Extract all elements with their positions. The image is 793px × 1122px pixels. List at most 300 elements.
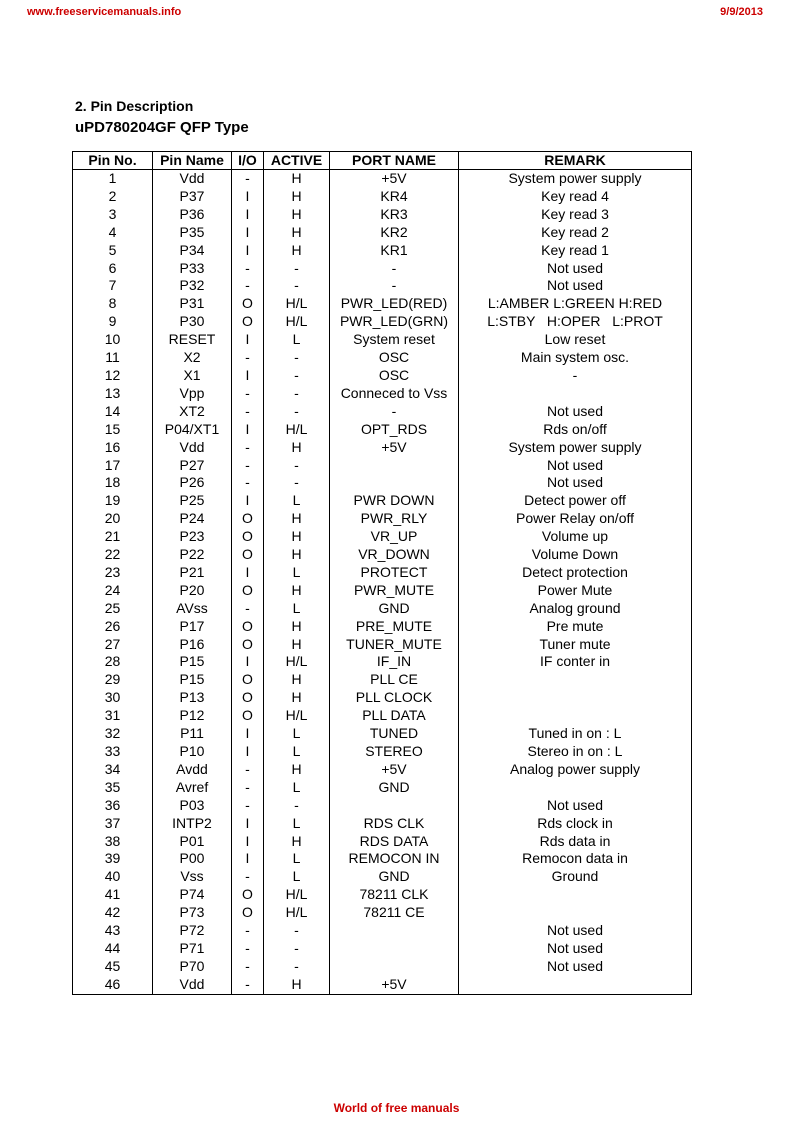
table-row [73, 546, 692, 564]
table-body [73, 170, 692, 995]
pin-name-cell: Vpp [153, 385, 232, 403]
pin-no-cell: 8 [73, 295, 153, 313]
pin-name-cell: Vdd [153, 170, 232, 188]
pin-no-cell: 19 [73, 492, 153, 510]
pin-name-cell: P71 [153, 940, 232, 958]
active-cell: H [264, 224, 330, 242]
io-cell: - [232, 958, 264, 976]
pin-no-cell: 33 [73, 743, 153, 761]
io-cell: I [232, 725, 264, 743]
port-name-cell: GND [330, 600, 459, 618]
active-cell: H/L [264, 904, 330, 922]
table-row [73, 206, 692, 224]
pin-name-cell: P33 [153, 260, 232, 278]
pin-name-cell: P10 [153, 743, 232, 761]
pin-no-cell: 29 [73, 671, 153, 689]
site-url[interactable]: www.freeservicemanuals.info [27, 6, 182, 18]
remark-cell [459, 689, 692, 707]
remark-cell: - [459, 367, 692, 385]
remark-cell: IF conter in [459, 653, 692, 671]
port-name-cell: +5V [330, 761, 459, 779]
port-name-cell: Conneced to Vss [330, 385, 459, 403]
io-cell: - [232, 779, 264, 797]
port-name-cell: KR4 [330, 188, 459, 206]
table-row [73, 904, 692, 922]
pin-name-cell: P15 [153, 671, 232, 689]
io-cell: - [232, 868, 264, 886]
port-name-cell [330, 958, 459, 976]
pin-name-cell: P74 [153, 886, 232, 904]
table-row [73, 653, 692, 671]
port-name-cell: +5V [330, 439, 459, 457]
io-cell: O [232, 904, 264, 922]
pin-no-cell: 22 [73, 546, 153, 564]
table-row [73, 277, 692, 295]
table-row [73, 367, 692, 385]
port-name-cell: - [330, 403, 459, 421]
io-cell: O [232, 886, 264, 904]
table-row [73, 886, 692, 904]
port-name-cell: +5V [330, 170, 459, 188]
active-cell: H [264, 170, 330, 188]
pin-name-cell: P21 [153, 564, 232, 582]
io-cell: I [232, 743, 264, 761]
active-cell: L [264, 779, 330, 797]
table-row [73, 958, 692, 976]
io-cell: O [232, 313, 264, 331]
port-name-cell: TUNER_MUTE [330, 636, 459, 654]
table-row [73, 224, 692, 242]
active-cell: L [264, 815, 330, 833]
pin-name-cell: P12 [153, 707, 232, 725]
io-cell: - [232, 922, 264, 940]
remark-cell: Analog ground [459, 600, 692, 618]
table-row [73, 779, 692, 797]
port-name-cell [330, 922, 459, 940]
io-cell: - [232, 761, 264, 779]
port-name-cell: PLL CLOCK [330, 689, 459, 707]
table-row [73, 313, 692, 331]
pin-name-cell: P27 [153, 457, 232, 475]
remark-cell: Tuner mute [459, 636, 692, 654]
document-date: 9/9/2013 [720, 6, 763, 18]
active-cell: H/L [264, 707, 330, 725]
pin-no-cell: 10 [73, 331, 153, 349]
pin-no-cell: 44 [73, 940, 153, 958]
io-cell: I [232, 206, 264, 224]
port-name-cell: STEREO [330, 743, 459, 761]
table-row [73, 385, 692, 403]
io-cell: O [232, 618, 264, 636]
table-row [73, 940, 692, 958]
io-cell: I [232, 815, 264, 833]
remark-cell: Ground [459, 868, 692, 886]
io-cell: I [232, 850, 264, 868]
pin-name-cell: RESET [153, 331, 232, 349]
active-cell: H [264, 528, 330, 546]
pin-name-cell: P00 [153, 850, 232, 868]
io-cell: O [232, 671, 264, 689]
table-row [73, 833, 692, 851]
col-header-active: ACTIVE [264, 152, 330, 170]
pin-no-cell: 20 [73, 510, 153, 528]
table-row [73, 457, 692, 475]
remark-cell: Volume Down [459, 546, 692, 564]
port-name-cell: OSC [330, 349, 459, 367]
table-row [73, 492, 692, 510]
remark-cell [459, 904, 692, 922]
port-name-cell: KR2 [330, 224, 459, 242]
pin-no-cell: 34 [73, 761, 153, 779]
remark-cell: Rds data in [459, 833, 692, 851]
pin-no-cell: 43 [73, 922, 153, 940]
table-row [73, 510, 692, 528]
port-name-cell: PRE_MUTE [330, 618, 459, 636]
pin-name-cell: AVss [153, 600, 232, 618]
pin-name-cell: P34 [153, 242, 232, 260]
active-cell: H [264, 671, 330, 689]
io-cell: - [232, 277, 264, 295]
port-name-cell: PLL DATA [330, 707, 459, 725]
table-row [73, 636, 692, 654]
remark-cell: L:AMBER L:GREEN H:RED [459, 295, 692, 313]
table-row [73, 582, 692, 600]
remark-cell [459, 707, 692, 725]
pin-name-cell: P23 [153, 528, 232, 546]
active-cell: - [264, 457, 330, 475]
active-cell: - [264, 797, 330, 815]
remark-cell: Detect power off [459, 492, 692, 510]
io-cell: - [232, 474, 264, 492]
io-cell: O [232, 528, 264, 546]
pin-name-cell: P72 [153, 922, 232, 940]
active-cell: H [264, 206, 330, 224]
port-name-cell: PWR_LED(GRN) [330, 313, 459, 331]
active-cell: H [264, 689, 330, 707]
pin-name-cell: P15 [153, 653, 232, 671]
pin-no-cell: 32 [73, 725, 153, 743]
pin-no-cell: 31 [73, 707, 153, 725]
chip-title: uPD780204GF QFP Type [75, 119, 249, 136]
port-name-cell: PWR_MUTE [330, 582, 459, 600]
table-row [73, 761, 692, 779]
pin-no-cell: 27 [73, 636, 153, 654]
remark-cell: Not used [459, 277, 692, 295]
pin-no-cell: 25 [73, 600, 153, 618]
active-cell: - [264, 349, 330, 367]
pin-no-cell: 4 [73, 224, 153, 242]
active-cell: H [264, 546, 330, 564]
active-cell: L [264, 868, 330, 886]
active-cell: L [264, 331, 330, 349]
pin-no-cell: 7 [73, 277, 153, 295]
active-cell: H/L [264, 313, 330, 331]
table-row [73, 439, 692, 457]
io-cell: - [232, 457, 264, 475]
pin-name-cell: P35 [153, 224, 232, 242]
active-cell: H [264, 188, 330, 206]
active-cell: - [264, 958, 330, 976]
pin-name-cell: X2 [153, 349, 232, 367]
active-cell: H [264, 976, 330, 994]
io-cell: I [232, 492, 264, 510]
pin-name-cell: X1 [153, 367, 232, 385]
remark-cell: Not used [459, 958, 692, 976]
pin-name-cell: Vdd [153, 439, 232, 457]
active-cell: H/L [264, 295, 330, 313]
pin-no-cell: 46 [73, 976, 153, 994]
pin-no-cell: 45 [73, 958, 153, 976]
port-name-cell: PROTECT [330, 564, 459, 582]
table-row [73, 600, 692, 618]
pin-no-cell: 2 [73, 188, 153, 206]
pin-no-cell: 35 [73, 779, 153, 797]
pin-no-cell: 1 [73, 170, 153, 188]
pin-name-cell: P01 [153, 833, 232, 851]
table-row [73, 170, 692, 188]
remark-cell: Tuned in on : L [459, 725, 692, 743]
io-cell: I [232, 188, 264, 206]
io-cell: - [232, 940, 264, 958]
pin-name-cell: INTP2 [153, 815, 232, 833]
pin-no-cell: 36 [73, 797, 153, 815]
table-row [73, 295, 692, 313]
port-name-cell: VR_DOWN [330, 546, 459, 564]
port-name-cell [330, 797, 459, 815]
active-cell: H/L [264, 886, 330, 904]
remark-cell: Rds clock in [459, 815, 692, 833]
remark-cell: Detect protection [459, 564, 692, 582]
port-name-cell: RDS CLK [330, 815, 459, 833]
io-cell: I [232, 331, 264, 349]
remark-cell: Power Mute [459, 582, 692, 600]
remark-cell: Not used [459, 474, 692, 492]
pin-name-cell: P25 [153, 492, 232, 510]
active-cell: H [264, 636, 330, 654]
port-name-cell: OPT_RDS [330, 421, 459, 439]
pin-no-cell: 3 [73, 206, 153, 224]
port-name-cell: 78211 CLK [330, 886, 459, 904]
footer-link[interactable]: World of free manuals [333, 1101, 460, 1115]
table-row [73, 188, 692, 206]
io-cell: O [232, 707, 264, 725]
pin-name-cell: P04/XT1 [153, 421, 232, 439]
port-name-cell: OSC [330, 367, 459, 385]
remark-cell [459, 976, 692, 994]
remark-cell: L:STBY H:OPER L:PROT [459, 313, 692, 331]
table-row [73, 474, 692, 492]
active-cell: L [264, 564, 330, 582]
pin-no-cell: 17 [73, 457, 153, 475]
io-cell: I [232, 421, 264, 439]
pin-name-cell: P16 [153, 636, 232, 654]
remark-cell: Not used [459, 797, 692, 815]
pin-no-cell: 12 [73, 367, 153, 385]
io-cell: - [232, 170, 264, 188]
io-cell: - [232, 349, 264, 367]
remark-cell [459, 385, 692, 403]
pin-no-cell: 13 [73, 385, 153, 403]
table-row [73, 815, 692, 833]
pin-no-cell: 42 [73, 904, 153, 922]
col-header-pin-name: Pin Name [153, 152, 232, 170]
table-row [73, 331, 692, 349]
pin-name-cell: Vss [153, 868, 232, 886]
remark-cell: Not used [459, 260, 692, 278]
io-cell: O [232, 295, 264, 313]
pin-name-cell: XT2 [153, 403, 232, 421]
remark-cell: Key read 1 [459, 242, 692, 260]
table-row [73, 725, 692, 743]
io-cell: O [232, 546, 264, 564]
port-name-cell: RDS DATA [330, 833, 459, 851]
remark-cell: Key read 3 [459, 206, 692, 224]
active-cell: H [264, 439, 330, 457]
table-row [73, 689, 692, 707]
active-cell: H [264, 833, 330, 851]
active-cell: - [264, 277, 330, 295]
pin-no-cell: 37 [73, 815, 153, 833]
pin-no-cell: 28 [73, 653, 153, 671]
port-name-cell: GND [330, 868, 459, 886]
port-name-cell: VR_UP [330, 528, 459, 546]
col-header-port-name: PORT NAME [330, 152, 459, 170]
table-row [73, 797, 692, 815]
active-cell: H/L [264, 653, 330, 671]
active-cell: H [264, 510, 330, 528]
io-cell: O [232, 636, 264, 654]
remark-cell: Key read 4 [459, 188, 692, 206]
pin-name-cell: P17 [153, 618, 232, 636]
port-name-cell [330, 474, 459, 492]
table-row [73, 349, 692, 367]
table-row [73, 850, 692, 868]
io-cell: I [232, 242, 264, 260]
remark-cell [459, 886, 692, 904]
pin-no-cell: 6 [73, 260, 153, 278]
remark-cell: Stereo in on : L [459, 743, 692, 761]
table-row [73, 922, 692, 940]
active-cell: - [264, 403, 330, 421]
remark-cell: Not used [459, 457, 692, 475]
remark-cell [459, 671, 692, 689]
pin-no-cell: 9 [73, 313, 153, 331]
pin-name-cell: P24 [153, 510, 232, 528]
col-header-io: I/O [232, 152, 264, 170]
pin-no-cell: 39 [73, 850, 153, 868]
table-row [73, 707, 692, 725]
remark-cell: Key read 2 [459, 224, 692, 242]
pin-name-cell: P22 [153, 546, 232, 564]
pin-name-cell: P32 [153, 277, 232, 295]
table-row [73, 421, 692, 439]
pin-no-cell: 40 [73, 868, 153, 886]
pin-no-cell: 5 [73, 242, 153, 260]
remark-cell: Power Relay on/off [459, 510, 692, 528]
pin-no-cell: 26 [73, 618, 153, 636]
remark-cell: Low reset [459, 331, 692, 349]
active-cell: - [264, 385, 330, 403]
active-cell: - [264, 922, 330, 940]
pin-no-cell: 21 [73, 528, 153, 546]
pin-no-cell: 23 [73, 564, 153, 582]
pin-name-cell: Avref [153, 779, 232, 797]
io-cell: - [232, 385, 264, 403]
active-cell: - [264, 474, 330, 492]
remark-cell: Not used [459, 940, 692, 958]
io-cell: - [232, 260, 264, 278]
table-row [73, 976, 692, 994]
remark-cell: System power supply [459, 170, 692, 188]
pin-no-cell: 14 [73, 403, 153, 421]
pin-no-cell: 11 [73, 349, 153, 367]
active-cell: H/L [264, 421, 330, 439]
remark-cell: Analog power supply [459, 761, 692, 779]
remark-cell [459, 779, 692, 797]
pin-description-table [72, 151, 692, 995]
remark-cell: Rds on/off [459, 421, 692, 439]
pin-no-cell: 41 [73, 886, 153, 904]
table-row [73, 868, 692, 886]
pin-name-cell: Vdd [153, 976, 232, 994]
port-name-cell: +5V [330, 976, 459, 994]
port-name-cell [330, 457, 459, 475]
active-cell: - [264, 260, 330, 278]
remark-cell: Not used [459, 922, 692, 940]
active-cell: L [264, 850, 330, 868]
port-name-cell: - [330, 260, 459, 278]
port-name-cell: GND [330, 779, 459, 797]
pin-name-cell: P03 [153, 797, 232, 815]
io-cell: I [232, 653, 264, 671]
port-name-cell: PWR_LED(RED) [330, 295, 459, 313]
port-name-cell: System reset [330, 331, 459, 349]
pin-no-cell: 24 [73, 582, 153, 600]
col-header-remark: REMARK [459, 152, 692, 170]
port-name-cell [330, 940, 459, 958]
col-header-pin-no: Pin No. [73, 152, 153, 170]
port-name-cell: TUNED [330, 725, 459, 743]
pin-name-cell: P26 [153, 474, 232, 492]
pin-no-cell: 15 [73, 421, 153, 439]
pin-name-cell: P13 [153, 689, 232, 707]
remark-cell: System power supply [459, 439, 692, 457]
table-row [73, 564, 692, 582]
port-name-cell: 78211 CE [330, 904, 459, 922]
pin-name-cell: P20 [153, 582, 232, 600]
port-name-cell: REMOCON IN [330, 850, 459, 868]
active-cell: H [264, 242, 330, 260]
active-cell: L [264, 600, 330, 618]
io-cell: I [232, 224, 264, 242]
active-cell: H [264, 618, 330, 636]
io-cell: I [232, 833, 264, 851]
table-row [73, 743, 692, 761]
section-title: 2. Pin Description [75, 98, 194, 114]
remark-cell: Main system osc. [459, 349, 692, 367]
port-name-cell: PWR DOWN [330, 492, 459, 510]
pin-no-cell: 38 [73, 833, 153, 851]
io-cell: I [232, 367, 264, 385]
pin-name-cell: P70 [153, 958, 232, 976]
io-cell: - [232, 976, 264, 994]
pin-name-cell: Avdd [153, 761, 232, 779]
pin-no-cell: 16 [73, 439, 153, 457]
io-cell: O [232, 582, 264, 600]
io-cell: - [232, 439, 264, 457]
pin-no-cell: 18 [73, 474, 153, 492]
table-row [73, 618, 692, 636]
